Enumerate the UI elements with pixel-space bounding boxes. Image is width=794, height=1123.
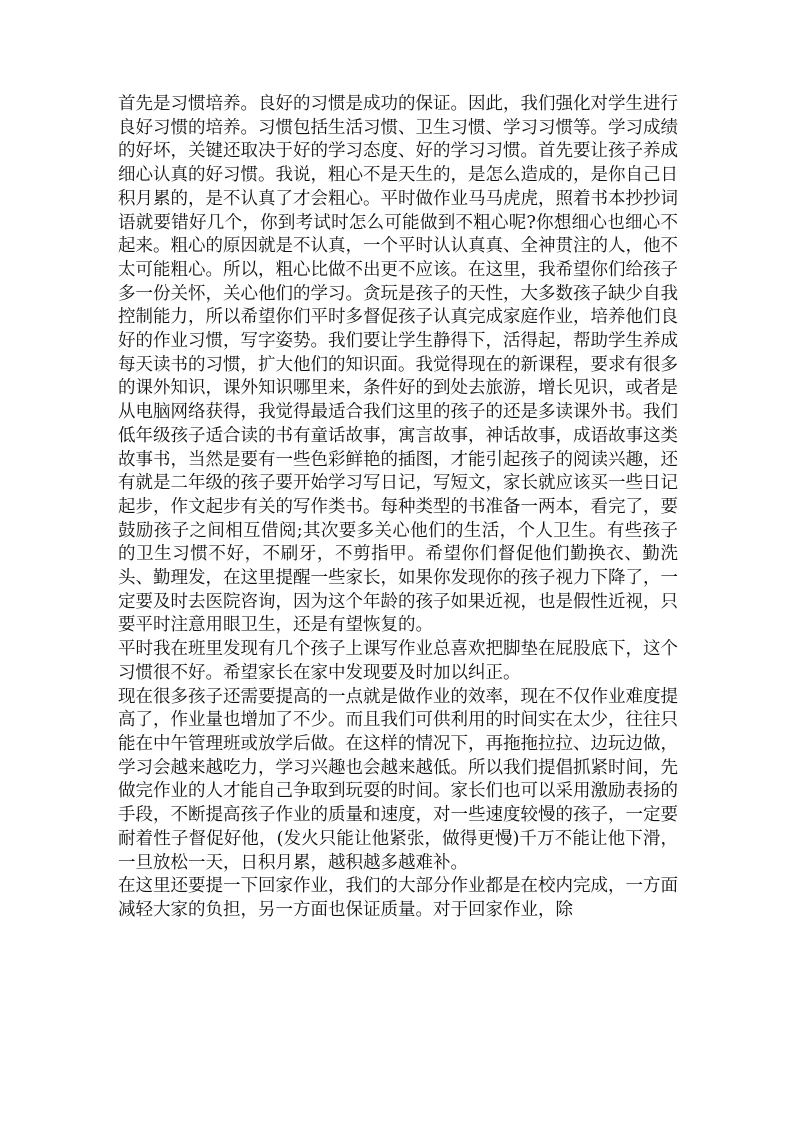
paragraph-homework-efficiency: 现在很多孩子还需要提高的一点就是做作业的效率，现在不仅作业难度提高了，作业量也增加了不少。而且我们可供利用的时间实在太少，往往只能在中午管理班或放学后做。在这样的情况下，再拖拖拉拉、边玩边做，学习会越来越吃力，学习兴趣也会越来越低。所以我们提倡抓紧时间，先做完作业的人才能自己争取到玩耍的时间。家长们也可以采用激励表扬的手段，不断提高孩子作业的质量和速度，对一些速度较慢的孩子，一定要耐着性子督促好他，(发火只能让他紧张，做得更慢)千万不能让他下滑，一旦放松一天，日积月累，越积越多越难补。 xyxy=(118,686,678,873)
paragraph-habits: 首先是习惯培养。良好的习惯是成功的保证。因此，我们强化对学生进行良好习惯的培养。习惯包括生活习惯、卫生习惯、学习习惯等。学习成绩的好坏，关键还取决于好的学习态度、好的学习习惯。首先要让孩子养成细心认真的好习惯。我说，粗心不是天生的，是怎么造成的，是你自己日积月累的，是不认真了才会粗心。平时做作业马马虎虎，照着书本抄抄词语就要错好几个，你到考试时怎么可能做到不粗心呢?你想细心也细心不起来。粗心的原因就是不认真，一个平时认认真真、全神贯注的人，他不太可能粗心。所以，粗心比做不出更不应该。在这里，我希望你们给孩子多一份关怀，关心他们的学习。贪玩是孩子的天性，大多数孩子缺少自我控制能力，所以希望你们平时多督促孩子认真完成家庭作业，培养他们良好的作业习惯，写字姿势。我们要让学生静得下，活得起，帮助学生养成每天读书的习惯，扩大他们的知识面。我觉得现在的新课程，要求有很多的课外知识，课外知识哪里来，条件好的到处去旅游，增长见识，或者是从电脑网络获得，我觉得最适合我们这里的孩子的还是多读课外书。我们低年级孩子适合读的书有童话故事，寓言故事，神话故事，成语故事这类故事书，当然是要有一些色彩鲜艳的插图，才能引起孩子的阅读兴趣，还有就是二年级的孩子要开始学习写日记，写短文，家长就应该买一些日记起步，作文起步有关的写作类书。每种类型的书准备一两本，看完了，要鼓励孩子之间相互借阅;其次要多关心他们的生活，个人卫生。有些孩子的卫生习惯不好，不刷牙，不剪指甲。希望你们督促他们勤换衣、勤洗头、勤理发，在这里提醒一些家长，如果你发现你的孩子视力下降了，一定要及时去医院咨询，因为这个年龄的孩子如果近视，也是假性近视，只要平时注意用眼卫生，还是有望恢复的。 xyxy=(118,94,678,636)
document-body xyxy=(118,93,678,923)
paragraph-home-assignments: 在这里还要提一下回家作业，我们的大部分作业都是在校内完成，一方面减轻大家的负担，另一方面也保证质量。对于回家作业，除 xyxy=(118,876,678,920)
paragraph-sitting-posture: 平时我在班里发现有几个孩子上课写作业总喜欢把脚垫在屁股底下，这个习惯很不好。希望家长在家中发现要及时加以纠正。 xyxy=(118,639,678,683)
